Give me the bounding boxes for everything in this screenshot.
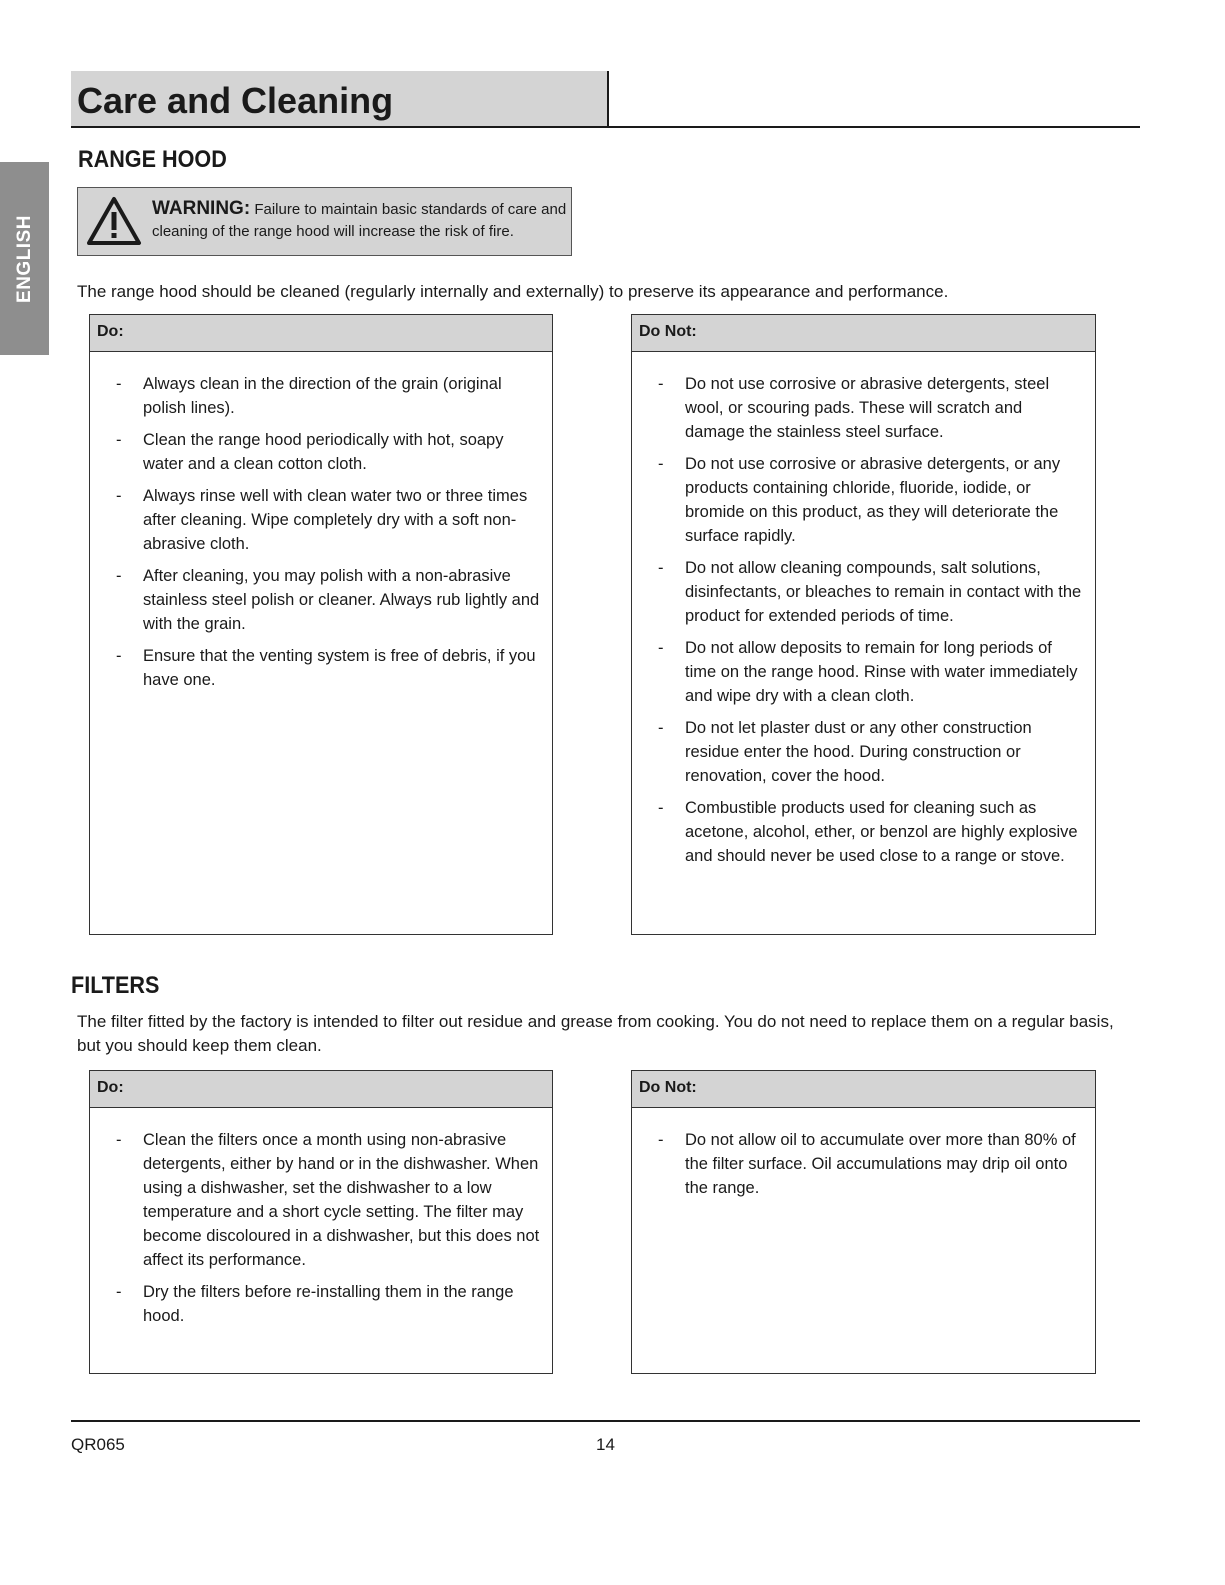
bullet-dash: - (116, 431, 122, 449)
filters-do-not-heading: Do Not: (632, 1071, 1095, 1108)
range-hood-do-heading: Do: (90, 315, 552, 352)
list-item (116, 564, 540, 636)
list-item-text: Do not use corrosive or abrasive detergents, steel wool, or scouring pads. These will scratch and damage the stainless steel surface. (685, 375, 1050, 441)
list-item (116, 1280, 540, 1328)
range-hood-intro: The range hood should be cleaned (regularly internally and externally) to preserve its appearance and performance. (77, 282, 949, 301)
filters-do-not-box (631, 1070, 1096, 1374)
bullet-dash: - (658, 455, 664, 473)
list-item-text: Always rinse well with clean water two or three times after cleaning. Wipe completely dry with a soft non-abrasive cloth. (143, 487, 528, 553)
bullet-dash: - (116, 647, 122, 665)
filters-intro: The filter fitted by the factory is intended to filter out residue and grease from cooking. You do not need to replace them on a regular basis, but you should keep them clean. (77, 1012, 1114, 1055)
list-item (116, 1128, 540, 1272)
list-item-text: After cleaning, you may polish with a non-abrasive stainless steel polish or cleaner. Always rub lightly and with the grain. (143, 567, 540, 633)
list-item (658, 1128, 1083, 1200)
list-item-text: Always clean in the direction of the grain (original polish lines). (143, 375, 502, 417)
list-item-text: Do not allow cleaning compounds, salt solutions, disinfectants, or bleaches to remain in contact with the product for extended periods of time. (685, 559, 1082, 625)
model-number: QR065 (71, 1435, 125, 1454)
range-hood-do-not-list (632, 352, 1095, 868)
list-item-text: Ensure that the venting system is free of debris, if you have one. (143, 647, 536, 689)
list-item (658, 372, 1083, 444)
footer-divider (71, 1420, 1140, 1422)
bullet-dash: - (116, 567, 122, 585)
warning-icon (86, 195, 142, 247)
language-tab-label: ENGLISH (13, 214, 35, 303)
bullet-dash: - (658, 719, 664, 737)
bullet-dash: - (658, 639, 664, 657)
bullet-dash: - (116, 1283, 122, 1301)
list-item-text: Do not allow deposits to remain for long periods of time on the range hood. Rinse with water immediately and wipe dry with a clean cloth. (685, 639, 1078, 705)
list-item (116, 484, 540, 556)
bullet-dash: - (658, 799, 664, 817)
list-item-text: Do not use corrosive or abrasive detergents, or any products containing chloride, fluoride, iodide, or bromide on this product, as they will deteriorate the surface rapidly. (685, 455, 1061, 545)
list-item (658, 636, 1083, 708)
range-hood-do-not-box (631, 314, 1096, 935)
page-title: Care and Cleaning (77, 80, 394, 121)
list-item-text: Clean the range hood periodically with hot, soapy water and a clean cotton cloth. (143, 431, 504, 473)
range-hood-do-box (89, 314, 553, 935)
filters-title: FILTERS (71, 972, 160, 999)
list-item-text: Do not let plaster dust or any other construction residue enter the hood. During construction or renovation, cover the hood. (685, 719, 1032, 785)
range-hood-do-not-heading: Do Not: (632, 315, 1095, 352)
bullet-dash: - (116, 1131, 122, 1149)
filters-do-not-list (632, 1108, 1095, 1200)
warning-label: WARNING: (152, 198, 251, 219)
warning-text-block (152, 198, 567, 243)
page-header (71, 71, 609, 127)
bullet-dash: - (658, 559, 664, 577)
bullet-dash: - (116, 487, 122, 505)
filters-do-box (89, 1070, 553, 1374)
list-item (658, 556, 1083, 628)
range-hood-title: RANGE HOOD (78, 146, 227, 173)
bullet-dash: - (658, 375, 664, 393)
warning-message: Failure to maintain basic standards of care and cleaning of the range hood will increase the risk of fire. (152, 201, 567, 240)
list-item (116, 372, 540, 420)
bullet-dash: - (658, 1131, 664, 1149)
list-item-text: Do not allow oil to accumulate over more than 80% of the filter surface. Oil accumulations may drip oil onto the range. (685, 1131, 1076, 1197)
list-item-text: Clean the filters once a month using non-abrasive detergents, either by hand or in the dishwasher. When using a dishwasher, set the dishwasher to a low temperature and a short cycle setting. The filter may become discoloured in a dishwasher, but this does not affect its performance. (143, 1131, 540, 1269)
list-item-text: Dry the filters before re-installing them in the range hood. (143, 1283, 514, 1325)
header-divider (71, 126, 1140, 128)
range-hood-do-list (90, 352, 552, 692)
list-item (658, 796, 1083, 868)
list-item (658, 716, 1083, 788)
list-item (116, 644, 540, 692)
list-item-text: Combustible products used for cleaning such as acetone, alcohol, ether, or benzol are highly explosive and should never be used close to a range or stove. (685, 799, 1078, 865)
page-number: 14 (596, 1435, 615, 1454)
list-item (658, 452, 1083, 548)
list-item (116, 428, 540, 476)
warning-box (77, 187, 572, 256)
filters-do-list (90, 1108, 552, 1328)
language-tab (0, 162, 49, 355)
bullet-dash: - (116, 375, 122, 393)
filters-do-heading: Do: (90, 1071, 552, 1108)
